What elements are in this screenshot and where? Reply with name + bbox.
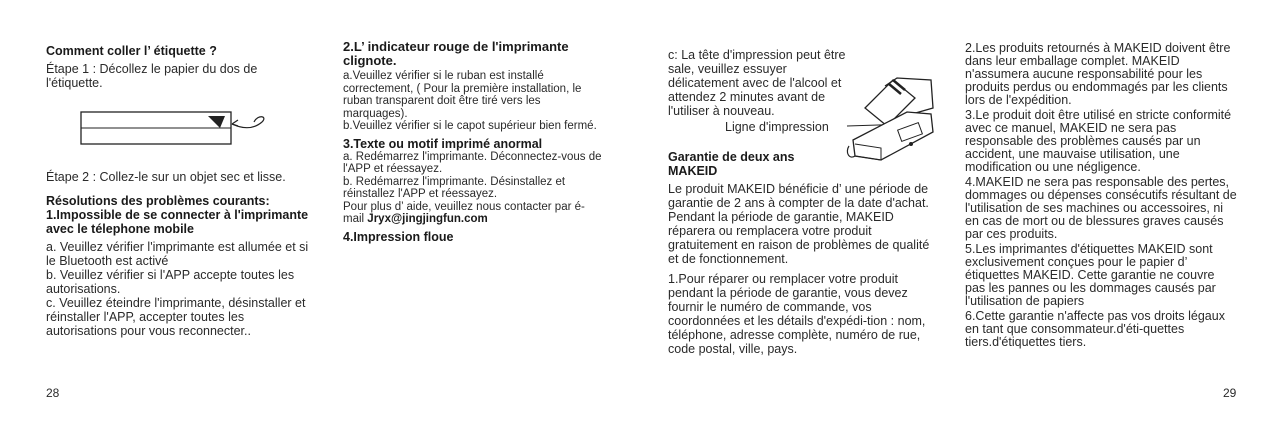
page-number-right: 29 — [1223, 386, 1237, 400]
contact-help — [343, 201, 605, 226]
troubleshooting-heading: Résolutions des problèmes courants: — [46, 194, 270, 208]
page-number-left: 28 — [46, 386, 60, 400]
step1-label: Étape 1 : — [46, 62, 97, 76]
contact-prefix: Pour plus d’ aide, veuillez nous contacter par é-mail — [343, 200, 585, 225]
warranty-item-1: 1.Pour réparer ou remplacer votre produit pendant la période de garantie, vous devez fournir le numéro de commande, vos coordonnées et les détails d'expédi-tion : nom, téléphone, adresse complète, numéro de rue, code postal, ville, pays. — [668, 272, 926, 356]
problem-3-title: 3.Texte ou motif imprimé anormal — [343, 136, 543, 151]
step2-label: Étape 2 : — [46, 170, 97, 184]
step2-text: Collez-le sur un objet sec et lisse. — [99, 170, 286, 184]
problem-1-b: b. Veuillez vérifier si l'APP accepte toutes les autorisations. — [46, 268, 295, 296]
warranty-item-2: 2.Les produits retournés à MAKEID doivent être dans leur emballage complet. MAKEID n'assumera aucune responsabilité pour les produits perdus ou endommagés par les clients lors de l'expédition. — [965, 41, 1231, 107]
problem-4-title: 4.Impression floue — [343, 229, 454, 244]
warranty-item-4: 4.MAKEID ne sera pas responsable des pertes, dommages ou dépenses consécutifs résultant de l'utilisation de ses machines ou accessoires, ni en cas de mort ou de blessures graves causés par ces produits. — [965, 175, 1237, 241]
step1 — [46, 62, 308, 90]
warranty-item-6: 6.Cette garantie n'affecte pas vos droits légaux en tant que consommateur.d'éti-quettes tiers.d'étiquettes tiers. — [965, 309, 1225, 349]
step1-text: Décollez le papier du dos de l'étiquette. — [46, 62, 258, 90]
column-1 — [46, 40, 308, 90]
printhead-label: Ligne d'impression — [725, 120, 829, 134]
column-3 — [668, 150, 938, 356]
label-heading: Comment coller l’ étiquette ? — [46, 44, 217, 58]
warranty-intro: Le produit MAKEID bénéficie d’ une période de garantie de 2 ans à compter de la date d'achat. Pendant la période de garantie, MAKEID réparera ou remplacera votre produit gratuitement en raison de problèmes de qualité et de fonctionnement. — [668, 182, 930, 266]
problem-2-b: b.Veuillez vérifier si le capot supérieur bien fermé. — [343, 120, 597, 132]
column-1-lower — [46, 170, 311, 338]
warranty-item-5: 5.Les imprimantes d'étiquettes MAKEID sont exclusivement conçues pour le papier d’ étiquettes MAKEID. Cette garantie ne couvre pas les pannes ou les dommages causés par l'utilisation de papiers — [965, 242, 1216, 308]
column-4 — [965, 42, 1237, 349]
contact-email: Jryx@jingjingfun.com — [367, 213, 488, 225]
warranty-heading: Garantie de deux ans MAKEID — [668, 150, 795, 178]
label-peel-illustration — [80, 108, 275, 150]
column-3-top — [668, 48, 850, 118]
problem-2-title: 2.L’ indicateur rouge de l'imprimante clignote. — [343, 39, 569, 68]
column-2 — [343, 40, 605, 244]
warranty-item-3: 3.Le produit doit être utilisé en stricte conformité avec ce manuel, MAKEID ne sera pas responsable des problèmes causés par un accident, une mauvaise utilisation, une modification ou une négligence. — [965, 108, 1232, 174]
problem-3-a: a. Redémarrez l'imprimante. Déconnectez-vous de l'APP et réessayez. — [343, 150, 602, 175]
problem-1-c: c. Veuillez éteindre l'imprimante, désinstaller et réinstaller l'APP, accepter toutes les autorisations pour vous reconnecter.. — [46, 296, 306, 338]
problem-3-b: b. Redémarrez l'imprimante. Désinstallez et réinstallez l'APP et réessayez. — [343, 175, 566, 200]
step2 — [46, 170, 311, 184]
problem-1-a: a. Veuillez vérifier l'imprimante est allumée et si le Bluetooth est activé — [46, 240, 309, 268]
printhead-cleaning-text: c: La tête d'impression peut être sale, veuillez essuyer délicatement avec de l'alcool et attendez 2 minutes avant de l'utiliser à nouveau. — [668, 48, 846, 118]
problem-1-title: 1.Impossible de se connecter à l'imprimante avec le télephone mobile — [46, 208, 309, 236]
problem-2-a: a.Veuillez vérifier si le ruban est installé correctement, ( Pour la première installation, le ruban transparent doit être tiré vers les marquages). — [343, 70, 582, 120]
